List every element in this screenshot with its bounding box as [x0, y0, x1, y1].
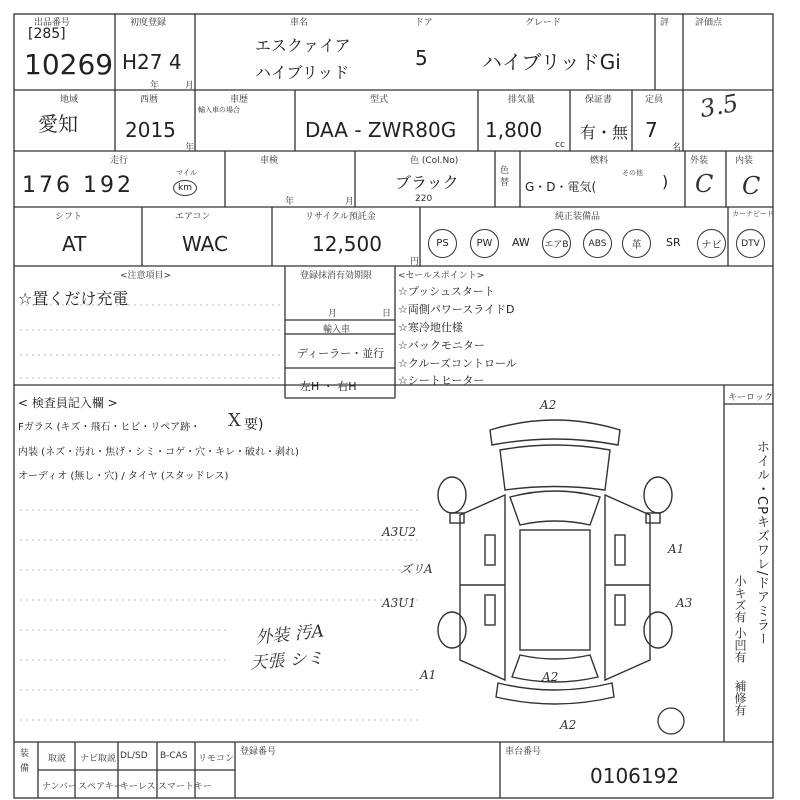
- damage-mark: A3U2: [382, 525, 417, 539]
- footer-item: ナビ取説: [80, 754, 117, 764]
- doors-label: ドア: [415, 18, 433, 28]
- footer-item: スペアキー: [78, 782, 123, 792]
- region-value: 愛知: [38, 112, 78, 136]
- score-label: 評価点: [695, 18, 723, 28]
- lot-number: 10269: [24, 48, 114, 81]
- interior-label: 内装: [735, 156, 754, 166]
- seats-value: 7: [645, 118, 658, 142]
- damage-mark: ズリA: [400, 562, 433, 576]
- shaken-year: 年: [285, 197, 295, 207]
- damage-mark: A2: [560, 718, 577, 732]
- sales-point-item: ☆両側パワースライドD: [398, 303, 515, 316]
- displacement-label: 排気量: [508, 95, 536, 105]
- side-note-col3: 補修有: [733, 680, 747, 716]
- registration-number-label: 登録番号: [240, 747, 277, 757]
- damage-mark: A2: [542, 670, 559, 684]
- year-unit: 年: [185, 143, 195, 153]
- recycle-label: リサイクル預託金: [305, 212, 376, 222]
- fuel-other: その他: [622, 169, 643, 177]
- mileage-unit-mile: マイル: [176, 169, 197, 177]
- shift-value: AT: [62, 232, 87, 256]
- interior-condition-text: 内装 (ネズ・汚れ・焦げ・シミ・コゲ・穴・キレ・破れ・剥れ): [18, 447, 299, 458]
- interior-value: C: [742, 172, 761, 200]
- chassis-number: 0106192: [590, 764, 680, 788]
- model-type-label: 型式: [370, 95, 389, 105]
- fuel-value: G・D・電気(: [525, 180, 597, 194]
- ac-label: エアコン: [175, 212, 211, 222]
- footer-title: 装備: [20, 749, 30, 774]
- sales-point-item: ☆シートヒーター: [398, 374, 485, 387]
- seats-unit: 名: [672, 143, 682, 153]
- card-label: カーナビード: [732, 210, 774, 218]
- lot-code: [285]: [28, 26, 66, 42]
- sales-point-item: ☆クルーズコントロール: [398, 357, 517, 370]
- sales-point-item: ☆バックモニター: [398, 339, 485, 352]
- importer-value: ディーラー・並行: [297, 347, 385, 360]
- history-label: 車歴: [230, 95, 249, 105]
- color-change-label: 色替: [500, 166, 510, 188]
- region-label: 地域: [60, 95, 79, 105]
- damage-mark: A1: [420, 668, 437, 682]
- first-registration-value: H27 4: [122, 50, 182, 74]
- grade-value: ハイブリッドGi: [482, 50, 621, 74]
- car-name-line1: エスクァイア: [255, 36, 351, 55]
- shift-label: シフト: [55, 212, 83, 222]
- model-label: 車名: [290, 18, 309, 28]
- recycle-value: 12,500: [312, 232, 382, 256]
- deadline-label: 登録抹消有効期限: [300, 271, 373, 281]
- damage-mark: A3: [676, 596, 693, 610]
- shaken-label: 車検: [260, 156, 279, 166]
- inspector-label: < 検査員記入欄 >: [18, 396, 118, 410]
- ac-value: WAC: [182, 232, 228, 256]
- grade-label: グレード: [525, 18, 562, 28]
- fglass-mark: X: [228, 410, 241, 431]
- chassis-number-label: 車台番号: [505, 747, 542, 757]
- equipment-aw: AW: [512, 236, 530, 249]
- deadline-month: 月: [328, 309, 338, 319]
- color-label: 色 (Col.No): [410, 156, 459, 166]
- first-registration-month-unit: 月: [185, 81, 195, 91]
- handle-value: 左H ・ 右H: [300, 380, 357, 393]
- spare-wheel-circle: [656, 706, 686, 736]
- handwritten-exterior-note: 外装 汚A: [254, 621, 325, 649]
- displacement-unit: cc: [555, 140, 565, 150]
- year-label: 西暦: [140, 95, 159, 105]
- footer-item: B-CAS: [160, 751, 188, 761]
- equipment-dtv: DTV: [736, 229, 765, 258]
- doors-value: 5: [415, 46, 428, 70]
- first-registration-label: 初度登録: [130, 18, 167, 28]
- fglass-text: Fガラス (キズ・飛石・ヒビ・リペア跡・: [18, 422, 201, 433]
- first-registration-year-unit: 年: [150, 81, 160, 91]
- damage-mark: A3U1: [382, 596, 417, 610]
- side-note-col1: ホイル・CPキズワレ/ドアミラー: [754, 440, 769, 647]
- shaken-month: 月: [345, 197, 355, 207]
- inspection-label: 評: [660, 18, 670, 28]
- footer-item: ナンバー: [42, 782, 77, 792]
- exterior-value: C: [695, 170, 714, 198]
- handwritten-ceiling-note: 天張 シミ: [249, 648, 325, 674]
- lot-number-label: 出品番号: [34, 18, 71, 28]
- displacement-value: 1,800: [485, 118, 543, 142]
- color-number: 220: [415, 194, 433, 204]
- equipment-sr: SR: [666, 236, 681, 249]
- footer-item: リモコン: [198, 754, 235, 764]
- score-value: 3.5: [697, 88, 741, 124]
- warranty-label: 保証書: [585, 95, 613, 105]
- damage-mark: A2: [540, 398, 557, 412]
- notes-label: <注意項目>: [120, 271, 172, 281]
- sales-points-label: <セールスポイント>: [398, 271, 485, 281]
- damage-mark: A1: [668, 542, 685, 556]
- recycle-unit: 円: [410, 257, 420, 267]
- mileage-label: 走行: [110, 156, 129, 166]
- year-value: 2015: [125, 118, 176, 142]
- keylock-label: キーロック: [728, 393, 773, 403]
- color-value: ブラック: [395, 173, 459, 192]
- side-note-col2: 小キズ有 小凹有: [733, 575, 747, 663]
- mileage-value: 176 192: [22, 173, 134, 198]
- audio-tire-text: オーディオ (無し・穴) / タイヤ (スタッドレス): [18, 471, 229, 482]
- equipment-leather: 革: [622, 229, 651, 258]
- deadline-day: 日: [382, 309, 392, 319]
- equipment-label: 純正装備品: [555, 212, 601, 222]
- sales-point-item: ☆寒冷地仕様: [398, 321, 463, 334]
- footer-item: スマートキー: [158, 782, 212, 792]
- notes-text: ☆置くだけ充電: [18, 289, 129, 308]
- equipment-ps: PS: [428, 229, 457, 258]
- fuel-label: 燃料: [590, 156, 609, 166]
- fuel-close: ): [662, 172, 669, 191]
- mileage-unit-km: km: [173, 180, 197, 196]
- equipment-abs: ABS: [583, 229, 612, 258]
- model-type-value: DAA - ZWR80G: [305, 118, 457, 142]
- equipment-airbag: エアB: [542, 229, 571, 258]
- equipment-pw: PW: [470, 229, 499, 258]
- exterior-label: 外装: [690, 156, 709, 166]
- footer-item: キーレス: [120, 782, 156, 792]
- sales-point-item: ☆プッシュスタート: [398, 285, 495, 298]
- footer-item: DL/SD: [120, 751, 148, 761]
- car-name-line2: ハイブリッド: [255, 63, 350, 82]
- seats-label: 定員: [645, 95, 664, 105]
- fglass-end: 要): [244, 417, 264, 433]
- footer-item: 取説: [48, 754, 67, 764]
- equipment-navi: ナビ: [697, 229, 726, 258]
- warranty-value: 有・無: [580, 123, 629, 142]
- import-car-label: 輸入車: [323, 325, 351, 335]
- history-sub-label: 輸入車の場合: [198, 106, 240, 114]
